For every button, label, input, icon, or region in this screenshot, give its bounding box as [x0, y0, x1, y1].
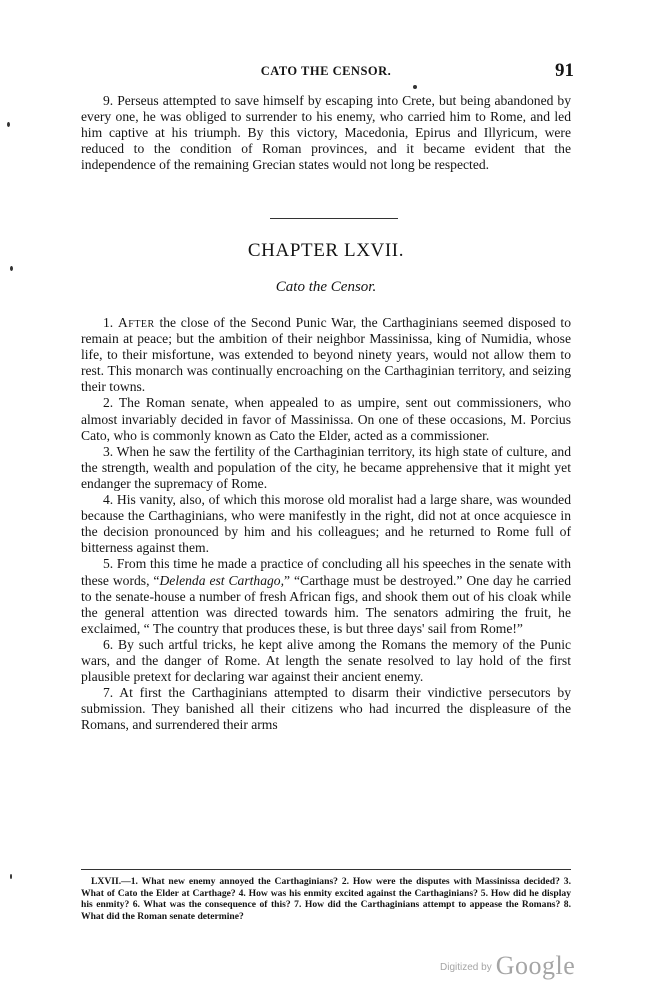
paragraph-5 [81, 556, 571, 636]
margin-speck [10, 874, 12, 879]
carryover-text [81, 93, 571, 173]
paragraph-3: 3. When he saw the fertility of the Carthaginian territory, its high state of culture, and the strength, wealth and population of the city, he became apprehensive that it might yet endanger the supremacy of Rome. [81, 443, 571, 491]
print-speck [413, 85, 417, 89]
margin-speck [10, 266, 13, 271]
chapter-body [81, 315, 571, 733]
chapter-title: CHAPTER LXVII. [247, 240, 405, 261]
footnote-questions [81, 876, 571, 922]
latin-quote: Delenda est Carthago, [159, 572, 285, 588]
paragraph-7: 7. At first the Carthaginians attempted to disarm their vindictive persecutors by submission. They banished all their citizens who had incurred the displeasure of the Romans, and surrendered their arms [81, 685, 571, 733]
running-head [78, 60, 574, 82]
page-number: 91 [555, 60, 574, 81]
google-logo: Google [495, 951, 576, 980]
paragraph-2: 2. The Roman senate, when appealed to as umpire, sent out commissioners, who almost invariably decided in favor of Massinissa. On one of these occasions, M. Porcius Cato, who is commonly known as Cato the Elder, acted as a commissioner. [81, 395, 571, 443]
paragraph-6: 6. By such artful tricks, he kept alive among the Romans the memory of the Punic wars, and the danger of Rome. At length the senate resolved to lay hold of the first plausible pretext for declaring war against their ancient enemy. [81, 636, 571, 685]
running-title: CATO THE CENSOR. [260, 64, 392, 78]
paragraph-5-end: ” “Carthage must be destroyed.” One day he carried to the senate-house a number of fresh African figs, and shook them out of his cloak while the general attention was directed towards him. The senators admiring the fruit, he exclaimed, “ The country that produces these, is but three days' sail from Rome!” [81, 572, 572, 636]
paragraph-4: 4. His vanity, also, of which this morose old moralist had a large share, was wounded because the Carthaginians, who were manifestly in the right, did not at once acquiesce in the decision pronounced by him and his colleagues; and he returned to Rome full of bitterness against them. [81, 492, 571, 556]
digitized-watermark [440, 951, 575, 981]
opening-word: After [117, 315, 155, 330]
footnote-text: LXVII.—1. What new enemy annoyed the Carthaginians? 2. How were the disputes with Massinissa decided? 3. What of Cato the Elder at Carthage? 4. How was his enmity excited against the Carthaginians? 5. How did he display his enmity? 6. What was the consequence of this? 7. How did the Carthaginians attempt to appease the Romans? 8. What did the Roman senate determine? [81, 876, 571, 922]
paragraph-5-start: 5. From this time he made a practice of concluding all his speeches in the senate with these words, “ [81, 556, 571, 588]
paragraph-1 [81, 315, 571, 395]
chapter-subtitle: Cato the Censor. [275, 279, 377, 295]
watermark-prefix: Digitized by [440, 962, 492, 973]
paragraph-1-text: the close of the Second Punic War, the Carthaginians seemed disposed to remain at peace; but the ambition of their neighbor Massinissa, king of Numidia, whose life, to their misfortune, was extended to beyond ninety years, would not allow them to rest. This monarch was continually encroaching on the Carthaginian territory, and seizing their towns. [81, 315, 571, 395]
margin-speck [7, 122, 10, 127]
paragraph-1-number: 1. [103, 315, 118, 330]
paragraph-9: 9. Perseus attempted to save himself by escaping into Crete, but being abandoned by every one, he was obliged to surrender to his enemy, who carried him to Rome, and led him captive at his triumph. By this victory, Macedonia, Epirus and Illyricum, were reduced to the condition of Roman provinces, and it became evident that the independence of the remaining Grecian states would not long be respected. [81, 93, 571, 173]
section-divider [270, 218, 398, 219]
footnote-divider [81, 869, 571, 870]
